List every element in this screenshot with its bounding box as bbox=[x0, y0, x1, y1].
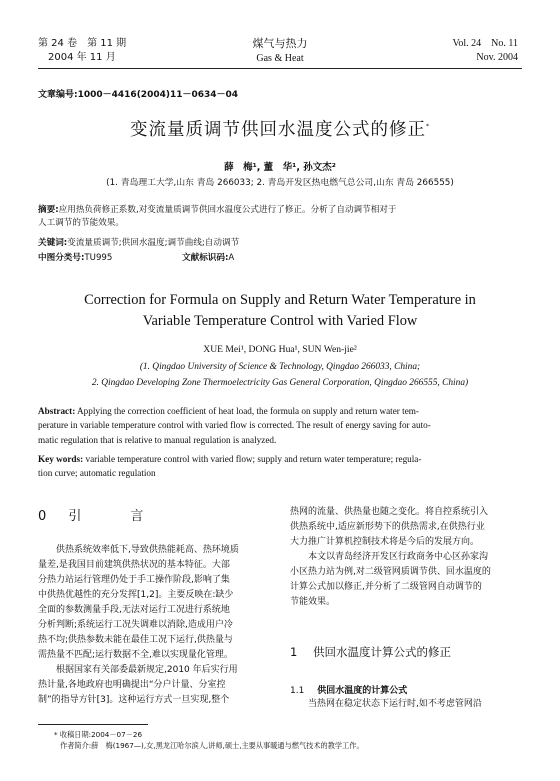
clc-label: 中图分类号: bbox=[38, 253, 85, 263]
keywords-en bbox=[38, 452, 524, 481]
footnote-author-bio: 作者简介:薛 梅(1967—),女,黑龙江哈尔滨人,讲师,硕士,主要从事暖通与燃气技术的教学工作。 bbox=[60, 741, 364, 750]
affiliation-en bbox=[0, 359, 560, 391]
keywords-cn bbox=[38, 237, 524, 250]
keywords-en-line: variable temperature control with varied flow; supply and return water temperature; regula- bbox=[85, 454, 422, 464]
header-journal-cn: 煤气与热力 bbox=[252, 37, 308, 50]
document-code bbox=[182, 252, 234, 265]
title-cn bbox=[0, 116, 560, 141]
abstract-cn-label: 摘要: bbox=[38, 205, 59, 215]
header-rule bbox=[38, 68, 522, 69]
document-code-value: A bbox=[228, 253, 235, 263]
footnote-rule bbox=[38, 724, 148, 725]
keywords-cn-label: 关键词: bbox=[38, 238, 68, 248]
paragraph-line: 根据国家有关部委最新规定,2010 年后实行用 bbox=[56, 665, 238, 675]
paragraph-line: 全面的参数测量手段,无法对运行工况进行系统地 bbox=[38, 605, 230, 615]
section-1-1-heading bbox=[290, 683, 407, 696]
paragraph-line: 本文以青岛经济开发区行政商务中心区孙家沟 bbox=[308, 552, 489, 562]
paragraph-line: 热网的流量、供热量也随之变化。将自控系统引入 bbox=[290, 507, 489, 517]
footnote-received: 收稿日期:2004－07－26 bbox=[59, 730, 143, 739]
affiliation-en-line: (1. Qingdao University of Science & Technology, Qingdao 266033, China; bbox=[139, 362, 421, 372]
paragraph-line: 大力推广计算机控制技术将是今后的发展方向。 bbox=[290, 537, 480, 547]
clc-number bbox=[38, 252, 112, 265]
title-en-line: Variable Temperature Control with Varied Flow bbox=[142, 313, 418, 329]
footnote bbox=[54, 729, 364, 751]
paragraph-line: 需热量不匹配;运行数据不全,难以实现量化管理。 bbox=[38, 650, 233, 660]
abstract-en bbox=[38, 404, 524, 447]
header-vol-no: Vol. 24 No. 11 bbox=[452, 38, 518, 49]
abstract-en-line: Applying the correction coefficient of heat load, the formula on supply and return water tem- bbox=[77, 406, 419, 416]
paragraph-line: 小区热力站为例,对二级管网质调节供、回水温度的 bbox=[290, 567, 491, 577]
abstract-en-line: matic regulation that is relative to manual regulation is analyzed. bbox=[38, 434, 277, 445]
paragraph-line: 计算公式加以修正,并分析了二级管网自动调节的 bbox=[290, 582, 482, 592]
header-volume-issue: 第 24 卷 第 11 期 bbox=[38, 38, 127, 49]
keywords-en-label: Key words: bbox=[38, 454, 84, 464]
paragraph-line: 供热系统中,适应新形势下的供热需求,在供热行业 bbox=[290, 522, 485, 532]
paragraph-line: 节能效果。 bbox=[290, 597, 336, 607]
section-0-number: 0 bbox=[38, 509, 47, 524]
section-1-number: 1 bbox=[290, 645, 298, 659]
section-1-heading bbox=[290, 644, 451, 660]
paragraph-line: 中供热优越性的充分发挥[1,2]。主要反映在:缺少 bbox=[38, 590, 234, 600]
keywords-cn-text: 变流量质调节;供回水温度;调节曲线;自动调节 bbox=[67, 238, 240, 248]
document-code-label: 文献标识码: bbox=[182, 253, 229, 263]
affiliation-en-line: 2. Qingdao Developing Zone Thermoelectricity Gas General Corporation, Qingdao 266555, China) bbox=[91, 378, 469, 388]
section-1-1-number: 1.1 bbox=[290, 686, 305, 696]
paragraph-line: 当热网在稳定状态下运行时,如不考虑管网沿 bbox=[308, 699, 482, 709]
keywords-en-line: tion curve; automatic regulation bbox=[38, 468, 156, 479]
abstract-cn bbox=[38, 204, 524, 230]
abstract-cn-line: 人工调节的节能效果。 bbox=[38, 218, 124, 228]
right-column-text bbox=[290, 505, 524, 610]
paragraph-line: 供热系统效率低下,导致供热能耗高、热环境质 bbox=[56, 545, 239, 555]
paragraph-line: 分析判断;系统运行工况失调难以消除,造成用户冷 bbox=[38, 620, 233, 630]
affiliation-cn: (1. 青岛理工大学,山东 青岛 266033; 2. 青岛开发区热电燃气总公司,山东 青岛 266555) bbox=[106, 178, 454, 188]
header-date: 2004 年 11 月 bbox=[48, 52, 116, 63]
title-footnote-mark: * bbox=[426, 123, 430, 131]
article-number: 文章编号:1000－4416(2004)11－0634－04 bbox=[38, 90, 239, 100]
paragraph-line: 量差,是我国目前建筑供热状况的基本特征。大部 bbox=[38, 560, 230, 570]
title-en bbox=[0, 290, 560, 332]
paragraph-line: 制”的指导方针[3]。这种运行方式一旦实现,整个 bbox=[38, 695, 230, 705]
abstract-en-line: perature in variable temperature control with varied flow is corrected. The result of energy saving for auto- bbox=[38, 420, 431, 431]
title-en-line: Correction for Formula on Supply and Return Water Temperature in bbox=[84, 292, 476, 308]
section-1-1-title: 供回水温度的计算公式 bbox=[317, 686, 408, 696]
title-cn-text: 变流量质调节供回水温度公式的修正 bbox=[130, 120, 426, 140]
section-0-title: 引 言 bbox=[68, 509, 162, 524]
paragraph-line: 热不均;供热参数未能在最佳工况下运行,供热量与 bbox=[38, 635, 233, 645]
footnote-mark: * bbox=[54, 730, 58, 739]
abstract-en-label: Abstract: bbox=[38, 406, 76, 416]
section-1-title: 供回水温度计算公式的修正 bbox=[312, 645, 451, 659]
abstract-cn-line: 应用热负荷修正系数,对变流量质调节供回水温度公式进行了修正。分析了自动调节相对于 bbox=[58, 205, 397, 215]
header-month-year: Nov. 2004 bbox=[476, 52, 518, 63]
authors-en: XUE Mei¹, DONG Hua¹, SUN Wen-jie² bbox=[203, 344, 357, 355]
clc-value: TU995 bbox=[84, 253, 113, 263]
paragraph-line: 热计量,各地政府也明确提出“分户计量、分室控 bbox=[38, 680, 226, 690]
authors-cn: 薛 梅¹, 董 华¹, 孙文杰² bbox=[224, 162, 336, 173]
left-column-text bbox=[38, 543, 278, 708]
header-journal-en: Gas & Heat bbox=[256, 53, 304, 64]
section-0-heading bbox=[38, 505, 161, 524]
paragraph-line: 分热力站运行管理仍处于手工操作阶段,影响了集 bbox=[38, 575, 230, 585]
